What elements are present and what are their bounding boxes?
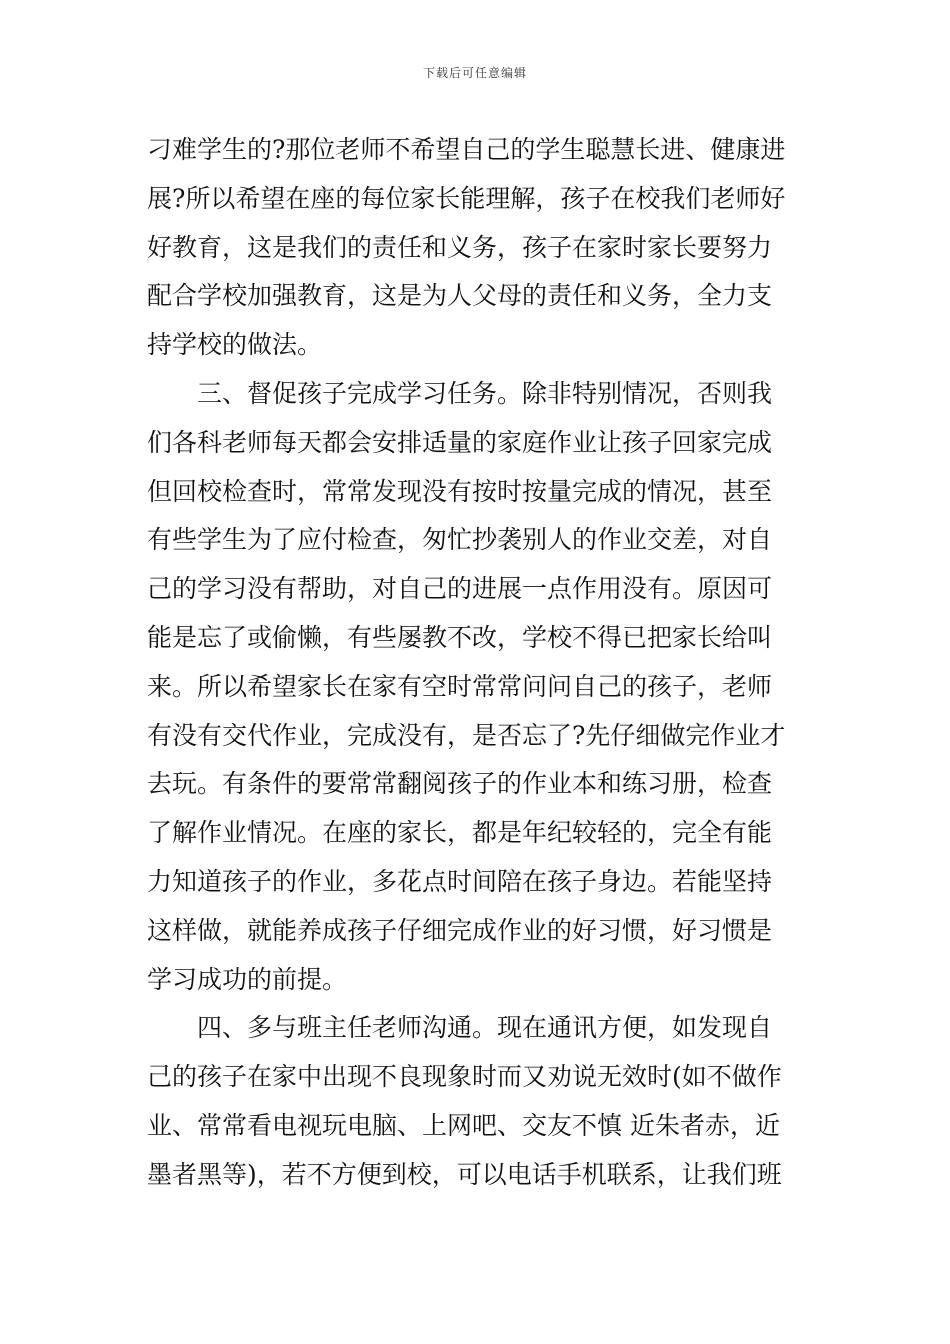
text-line: 了解作业情况。在座的家长，都是年纪较轻的，完全有能 — [147, 818, 773, 848]
text-line: 己的孩子在家中出现不良现象时而又劝说无效时(如不做作 — [147, 1062, 782, 1092]
page-header: 下载后可任意编辑 — [422, 66, 527, 80]
text-line: 去玩。有条件的要常常翻阅孩子的作业本和练习册，检查 — [147, 769, 773, 799]
text-line: 己的学习没有帮助，对自己的进展一点作用没有。原因可 — [147, 574, 773, 604]
text-line: 但回校检查时，常常发现没有按时按量完成的情况，甚至 — [147, 476, 773, 506]
text-line: 这样做，就能养成孩子仔细完成作业的好习惯，好习惯是 — [147, 915, 773, 945]
text-line: 四、多与班主任老师沟通。现在通讯方便，如发现自 — [147, 1013, 773, 1043]
text-line: 们各科老师每天都会安排适量的家庭作业让孩子回家完成 — [147, 427, 773, 457]
document-body — [147, 126, 807, 1200]
text-line: 好教育，这是我们的责任和义务，孩子在家时家长要努力 — [147, 232, 773, 262]
text-line: 墨者黑等)，若不方便到校，可以电话手机联系，让我们班 — [147, 1159, 782, 1189]
text-line: 三、督促孩子完成学习任务。除非特别情况，否则我 — [147, 378, 773, 408]
text-line: 有些学生为了应付检查，匆忙抄袭别人的作业交差，对自 — [147, 525, 773, 555]
text-line: 学习成功的前提。 — [147, 964, 348, 994]
text-line: 能是忘了或偷懒，有些屡教不改，学校不得已把家长给叫 — [147, 622, 773, 652]
text-line: 配合学校加强教育，这是为人父母的责任和义务，全力支 — [147, 281, 773, 311]
text-line: 有没有交代作业，完成没有，是否忘了?先仔细做完作业才 — [147, 720, 786, 750]
text-line: 展?所以希望在座的每位家长能理解，孩子在校我们老师好 — [147, 183, 786, 213]
text-line: 业、常常看电视玩电脑、上网吧、交友不慎 近朱者赤，近 — [147, 1110, 780, 1140]
text-line: 来。所以希望家长在家有空时常常问问自己的孩子，老师 — [147, 671, 773, 701]
text-line: 力知道孩子的作业，多花点时间陪在孩子身边。若能坚持 — [147, 866, 773, 896]
text-line: 持学校的做法。 — [147, 330, 323, 360]
text-line: 刁难学生的?那位老师不希望自己的学生聪慧长进、健康进 — [147, 135, 786, 164]
